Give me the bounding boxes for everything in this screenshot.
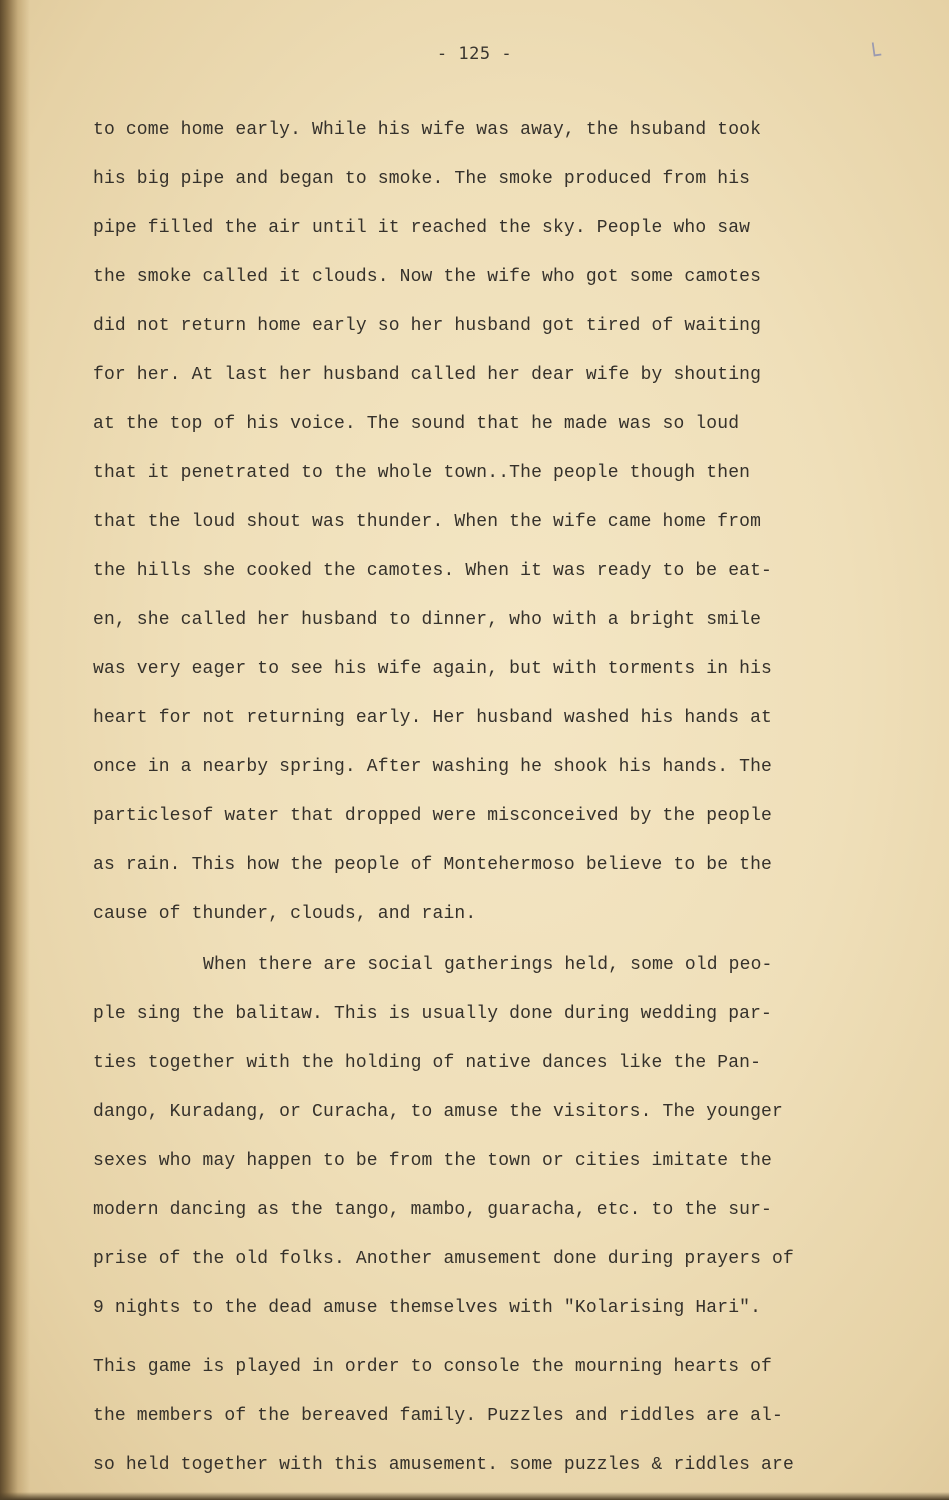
text-line: ple sing the balitaw. This is usually done during wedding par- — [93, 1004, 773, 1024]
text-line: sexes who may happen to be from the town or cities imitate the — [93, 1151, 773, 1171]
text-line: heart for not returning early. Her husband washed his hands at — [93, 708, 773, 728]
text-line: When there are social gatherings held, some old peo- — [203, 955, 773, 975]
text-line: that it penetrated to the whole town..The people though then — [93, 463, 751, 483]
text-line: was very eager to see his wife again, but with torments in his — [93, 659, 773, 679]
text-line: prise of the old folks. Another amusement done during prayers of — [93, 1249, 794, 1269]
text-line: to come home early. While his wife was away, the hsuband took — [93, 120, 762, 140]
text-line: for her. At last her husband called her dear wife by shouting — [93, 365, 762, 385]
text-line: cause of thunder, clouds, and rain. — [93, 904, 477, 924]
text-line: 9 nights to the dead amuse themselves with "Kolarising Hari". — [93, 1298, 762, 1318]
text-line: the hills she cooked the camotes. When it was ready to be eat- — [93, 561, 773, 581]
text-line: dango, Kuradang, or Curacha, to amuse the visitors. The younger — [93, 1102, 783, 1122]
text-line: en, she called her husband to dinner, who with a bright smile — [93, 610, 762, 630]
text-line: This game is played in order to console the mourning hearts of — [93, 1357, 773, 1377]
text-line: so held together with this amusement. some puzzles & riddles are — [93, 1455, 794, 1475]
binding-edge — [0, 0, 30, 1500]
text-line: that the loud shout was thunder. When the wife came home from — [93, 512, 762, 532]
page-number: - 125 - — [436, 44, 513, 64]
text-line: the members of the bereaved family. Puzzles and riddles are al- — [93, 1406, 783, 1426]
text-line: particlesof water that dropped were misconceived by the people — [93, 806, 773, 826]
text-line: modern dancing as the tango, mambo, guaracha, etc. to the sur- — [93, 1200, 773, 1220]
bottom-edge — [0, 1492, 949, 1500]
text-line: pipe filled the air until it reached the sky. People who saw — [93, 218, 751, 238]
text-line: the smoke called it clouds. Now the wife who got some camotes — [93, 267, 762, 287]
text-line: at the top of his voice. The sound that he made was so loud — [93, 414, 740, 434]
corner-pencil-mark: └ — [866, 43, 883, 70]
text-line: ties together with the holding of native dances like the Pan- — [93, 1053, 762, 1073]
text-line: did not return home early so her husband got tired of waiting — [93, 316, 762, 336]
text-line: his big pipe and began to smoke. The smoke produced from his — [93, 169, 751, 189]
text-line: as rain. This how the people of Montehermoso believe to be the — [93, 855, 773, 875]
text-line: once in a nearby spring. After washing he shook his hands. The — [93, 757, 773, 777]
